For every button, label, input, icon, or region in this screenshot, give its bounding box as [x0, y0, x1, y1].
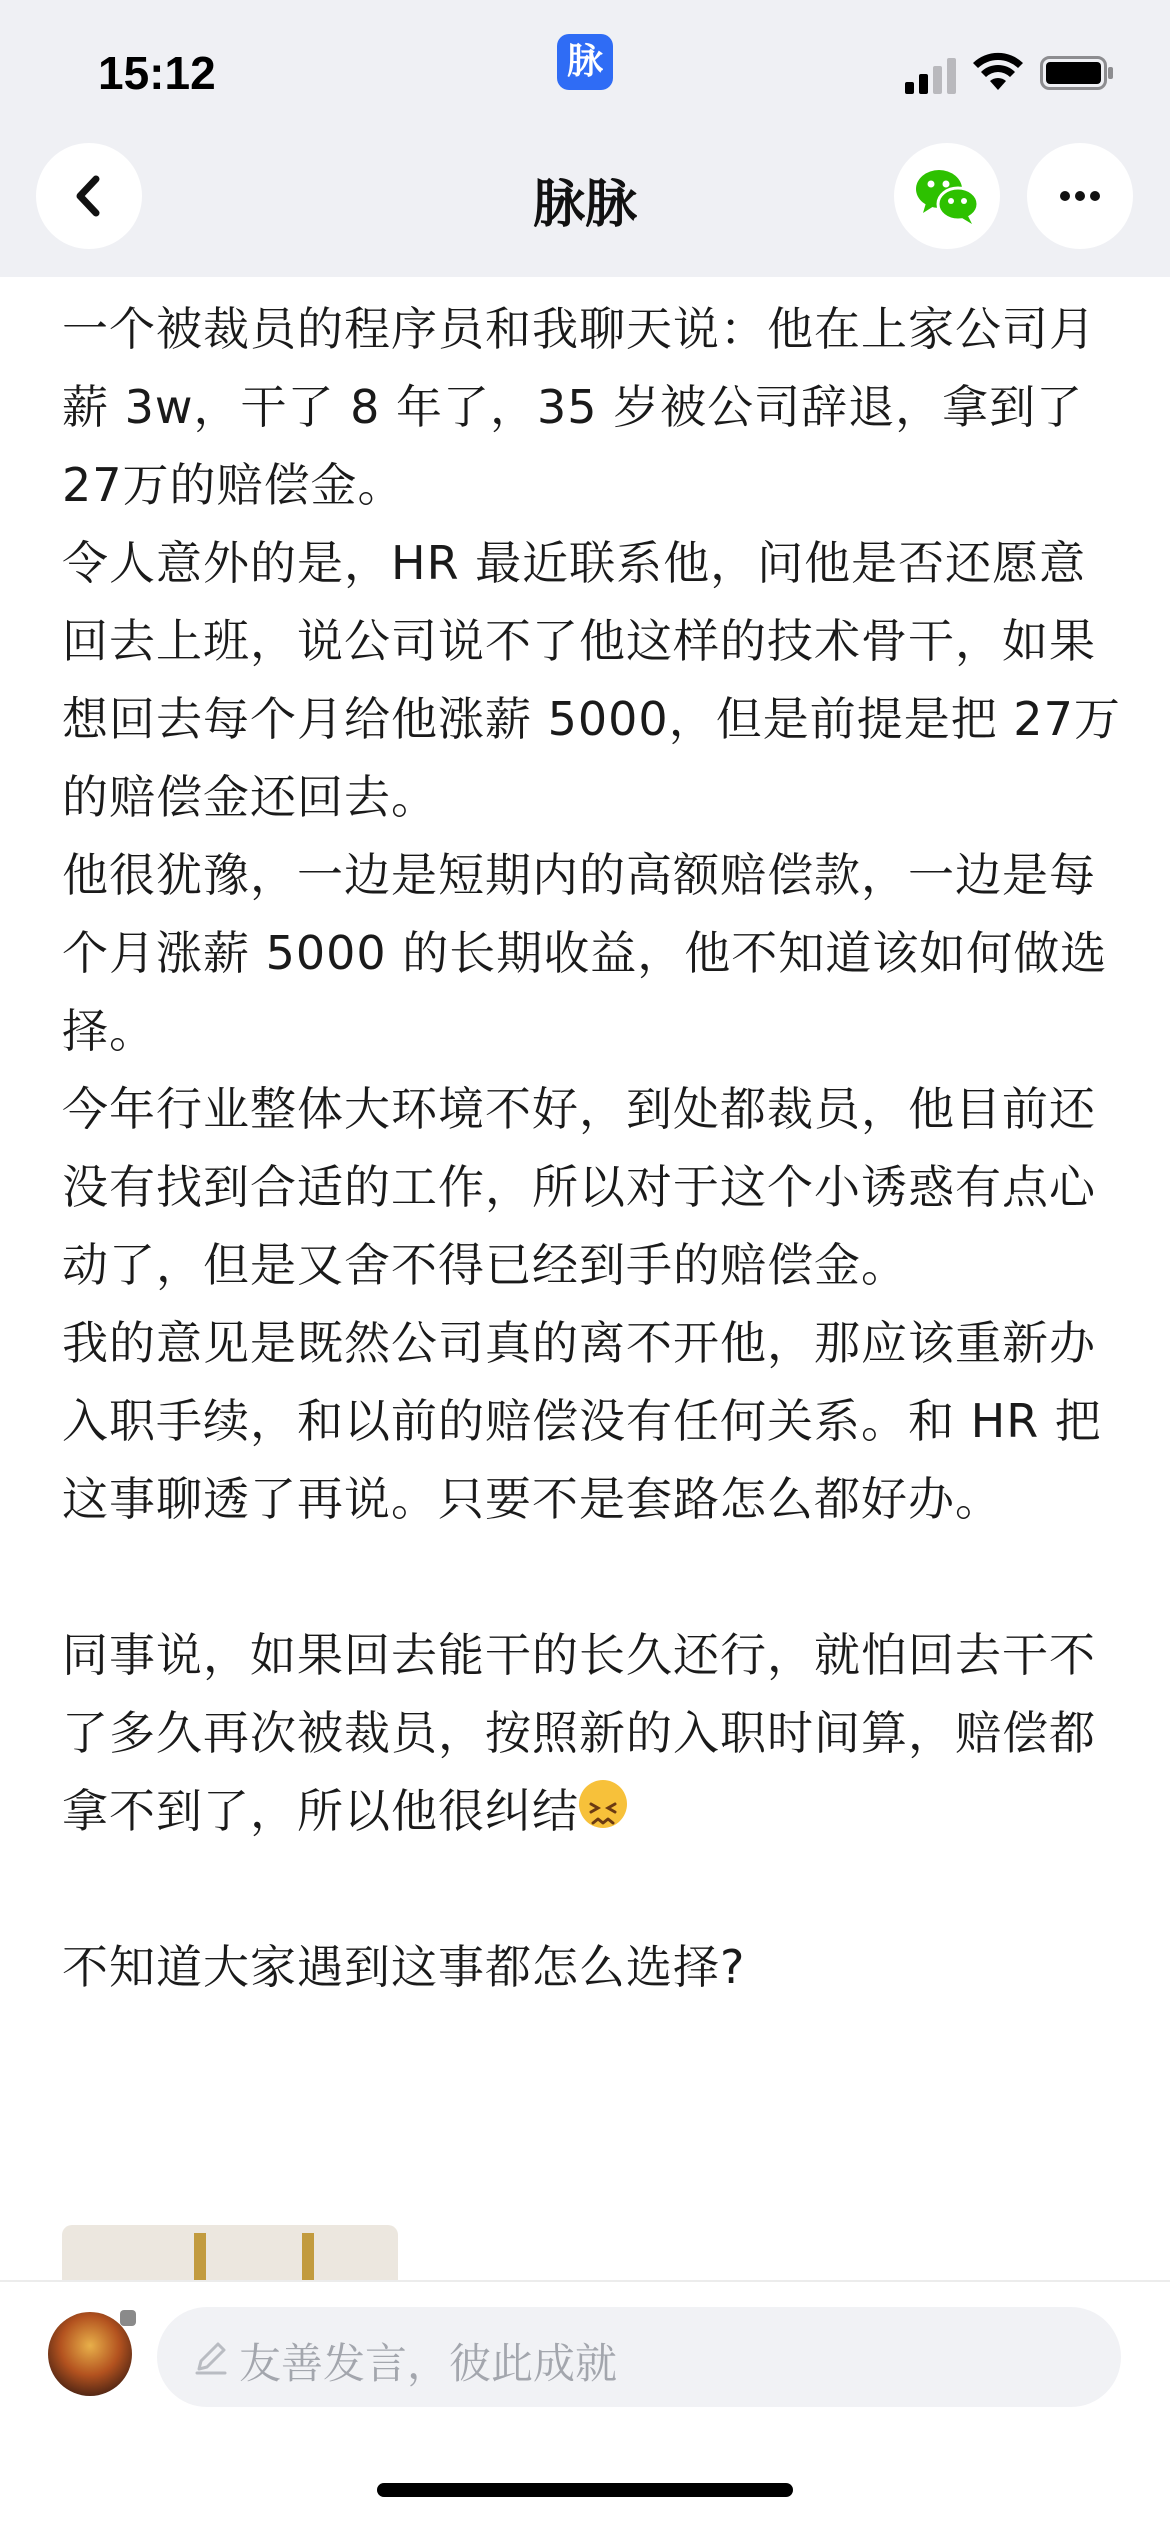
comment-placeholder: 友善发言，彼此成就 [239, 2339, 618, 2388]
confounded-face-icon [579, 1780, 627, 1828]
paragraph-spacer [62, 1538, 1122, 1616]
avatar[interactable] [48, 2312, 132, 2396]
navigation-bar [0, 140, 1170, 277]
post-body [62, 290, 1122, 2006]
status-time: 15:12 [98, 47, 216, 99]
page-title: 脉脉 [532, 175, 637, 235]
comment-input[interactable] [157, 2307, 1121, 2407]
back-button[interactable] [36, 143, 142, 249]
post-paragraph: 一个被裁员的程序员和我聊天说：他在上家公司月薪 3w，干了 8 年了，35 岁被公司辞退，拿到了 27万的赔偿金。 [62, 302, 1096, 512]
wechat-icon [894, 143, 1000, 249]
cellular-signal-icon [905, 56, 957, 94]
more-button[interactable] [1027, 143, 1133, 249]
colleague-comment-text: 同事说，如果回去能干的长久还行，就怕回去干不了多久再次被裁员，按照新的入职时间算，赔偿都拿不到了，所以他很纠结 [62, 1628, 1096, 1838]
post-image-thumbnail[interactable] [62, 2225, 398, 2280]
paragraph-spacer [62, 1850, 1122, 1928]
share-wechat-button[interactable] [894, 143, 1000, 249]
image-detail [302, 2233, 314, 2280]
more-dots-icon [1027, 143, 1133, 249]
home-indicator[interactable] [377, 2483, 793, 2497]
status-bar [0, 0, 1170, 140]
post-paragraph [62, 1616, 1122, 1850]
top-bar [0, 0, 1170, 277]
post-paragraph: 他很犹豫，一边是短期内的高额赔偿款，一边是每个月涨薪 5000 的长期收益，他不知道该如何做选择。 [62, 848, 1108, 1058]
battery-icon [1040, 56, 1114, 90]
app-badge-icon: 脉 [557, 34, 613, 90]
post-question: 不知道大家遇到这事都怎么选择? [62, 1940, 746, 1994]
pen-icon [191, 2337, 231, 2377]
chevron-left-icon [36, 143, 142, 249]
post-paragraph: 今年行业整体大环境不好，到处都裁员，他目前还没有找到合适的工作，所以对于这个小诱惑有点心动了，但是又舍不得已经到手的赔偿金。 [62, 1082, 1096, 1292]
post-paragraph: 令人意外的是，HR 最近联系他，问他是否还愿意回去上班，说公司说不了他这样的技术骨干，如果想回去每个月给他涨薪 5000，但是前提是把 27万的赔偿金还回去。 [62, 536, 1121, 824]
avatar-badge [120, 2310, 136, 2326]
image-detail [194, 2233, 206, 2280]
post-paragraph: 我的意见是既然公司真的离不开他，那应该重新办入职手续，和以前的赔偿没有任何关系。和 HR 把这事聊透了再说。只要不是套路怎么都好办。 [62, 1316, 1102, 1526]
wifi-icon [972, 50, 1024, 92]
